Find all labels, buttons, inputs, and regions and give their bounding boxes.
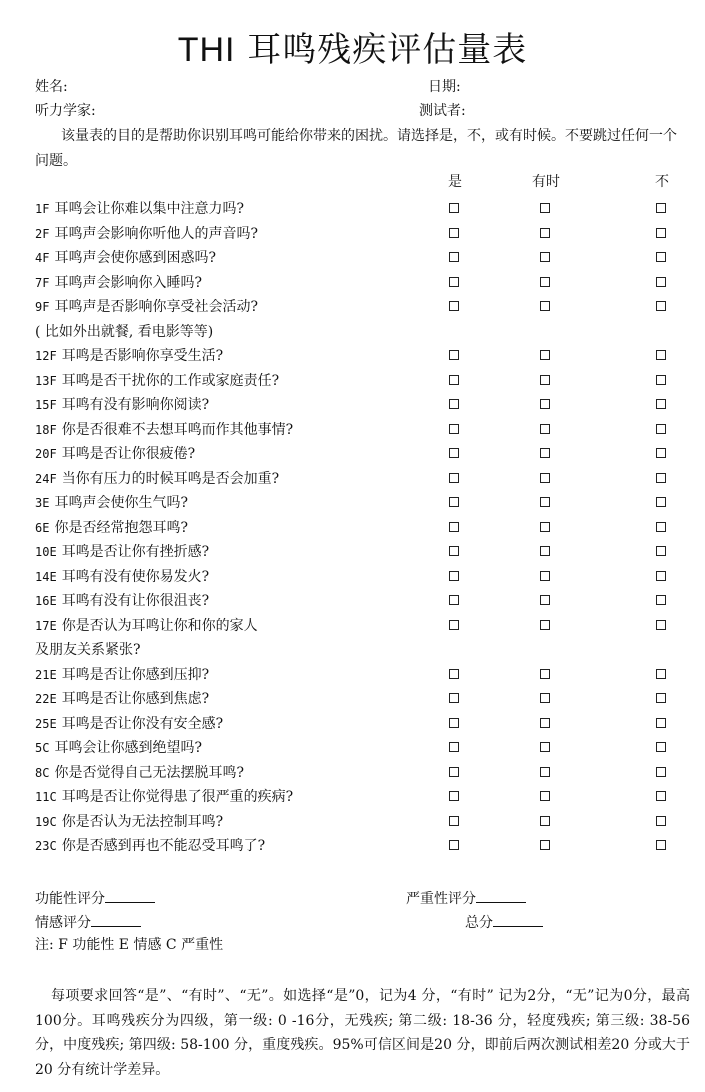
checkbox-no[interactable] bbox=[656, 350, 666, 360]
question-label: 耳鸣声会影响你听他人的声音吗? bbox=[54, 225, 258, 242]
checkbox-sometimes[interactable] bbox=[540, 791, 550, 801]
checkbox-yes[interactable] bbox=[449, 816, 459, 826]
checkbox-sometimes[interactable] bbox=[540, 693, 550, 703]
question-text bbox=[35, 712, 223, 736]
question-row bbox=[35, 589, 675, 613]
checkbox-yes[interactable] bbox=[449, 228, 459, 238]
question-text bbox=[35, 761, 244, 785]
question-label: 耳鸣有没有让你很沮丧? bbox=[61, 593, 210, 609]
checkbox-yes[interactable] bbox=[449, 595, 459, 605]
question-row bbox=[35, 761, 675, 785]
checkbox-yes[interactable] bbox=[449, 497, 459, 507]
checkbox-yes[interactable] bbox=[449, 473, 459, 483]
checkbox-yes[interactable] bbox=[449, 277, 459, 287]
checkbox-yes[interactable] bbox=[449, 840, 459, 850]
question-label: 耳鸣声是否影响你享受社会活动? bbox=[54, 299, 258, 315]
question-text bbox=[35, 687, 209, 711]
checkbox-no[interactable] bbox=[656, 252, 666, 262]
checkbox-no[interactable] bbox=[656, 742, 666, 752]
question-code: 3E bbox=[35, 496, 50, 510]
question-label: 你是否很难不去想耳鸣而作其他事情? bbox=[61, 421, 294, 438]
checkbox-no[interactable] bbox=[656, 767, 666, 777]
functional-score-blank[interactable] bbox=[105, 886, 155, 903]
question-row bbox=[35, 540, 675, 564]
question-code: 4F bbox=[35, 251, 50, 265]
question-code: 12F bbox=[35, 349, 57, 363]
severity-score bbox=[406, 886, 526, 910]
checkbox-yes[interactable] bbox=[449, 350, 459, 360]
checkbox-sometimes[interactable] bbox=[540, 620, 550, 630]
checkbox-no[interactable] bbox=[656, 718, 666, 728]
checkbox-sometimes[interactable] bbox=[540, 228, 550, 238]
checkbox-no[interactable] bbox=[656, 301, 666, 311]
checkbox-no[interactable] bbox=[656, 277, 666, 287]
question-code: 20F bbox=[35, 447, 57, 461]
emotional-score-blank[interactable] bbox=[91, 910, 141, 927]
question-row bbox=[35, 344, 675, 368]
question-code: 1F bbox=[35, 202, 50, 216]
checkbox-sometimes[interactable] bbox=[540, 301, 550, 311]
page-title bbox=[0, 30, 705, 70]
question-label: 耳鸣声会使你感到困惑吗? bbox=[54, 250, 216, 266]
question-code: 19C bbox=[35, 814, 57, 829]
checkbox-sometimes[interactable] bbox=[540, 595, 550, 605]
column-header-yes: 是 bbox=[448, 174, 462, 190]
checkbox-sometimes[interactable] bbox=[540, 571, 550, 581]
checkbox-sometimes[interactable] bbox=[540, 203, 550, 213]
question-continuation: ( 比如外出就餐, 看电影等等) bbox=[35, 323, 214, 340]
checkbox-no[interactable] bbox=[656, 840, 666, 850]
question-code: 14E bbox=[35, 569, 57, 584]
question-row bbox=[35, 369, 675, 393]
question-text bbox=[35, 614, 258, 638]
checkbox-no[interactable] bbox=[656, 399, 666, 409]
checkbox-sometimes[interactable] bbox=[540, 399, 550, 409]
column-header-sometimes: 有时 bbox=[532, 174, 560, 190]
checkbox-no[interactable] bbox=[656, 669, 666, 679]
tester-field: 测试者: bbox=[419, 103, 466, 119]
checkbox-yes[interactable] bbox=[449, 718, 459, 728]
severity-score-label: 严重性评分 bbox=[406, 891, 476, 907]
checkbox-sometimes[interactable] bbox=[540, 497, 550, 507]
checkbox-no[interactable] bbox=[656, 791, 666, 801]
question-row bbox=[35, 222, 675, 246]
checkbox-yes[interactable] bbox=[449, 620, 459, 630]
question-text bbox=[35, 442, 195, 466]
question-row bbox=[35, 271, 675, 295]
question-row bbox=[35, 810, 675, 834]
question-code: 17E bbox=[35, 618, 57, 633]
question-label: 耳鸣是否干扰你的工作或家庭责任? bbox=[61, 372, 280, 389]
total-score-label: 总分 bbox=[465, 915, 493, 931]
question-text bbox=[35, 589, 209, 613]
question-text bbox=[35, 197, 244, 221]
question-label: 当你有压力的时候耳鸣是否会加重? bbox=[61, 470, 280, 487]
question-text bbox=[35, 246, 216, 270]
question-code: 25E bbox=[35, 716, 57, 731]
question-row bbox=[35, 418, 675, 442]
question-text bbox=[35, 663, 209, 687]
checkbox-sometimes[interactable] bbox=[540, 546, 550, 556]
checkbox-yes[interactable] bbox=[449, 203, 459, 213]
checkbox-no[interactable] bbox=[656, 571, 666, 581]
question-text bbox=[35, 810, 223, 834]
checkbox-yes[interactable] bbox=[449, 669, 459, 679]
checkbox-sometimes[interactable] bbox=[540, 522, 550, 532]
question-label: 耳鸣是否让你感到压抑? bbox=[61, 666, 210, 683]
question-label: 耳鸣是否让你有挫折感? bbox=[61, 544, 210, 560]
question-text bbox=[35, 565, 209, 589]
checkbox-sometimes[interactable] bbox=[540, 252, 550, 262]
question-code: 22E bbox=[35, 692, 57, 706]
question-label: 耳鸣是否影响你享受生活? bbox=[61, 348, 224, 364]
audiologist-field: 听力学家: bbox=[35, 103, 96, 119]
question-text bbox=[35, 736, 202, 760]
functional-score-label: 功能性评分 bbox=[35, 891, 105, 907]
checkbox-yes[interactable] bbox=[449, 522, 459, 532]
checkbox-sometimes[interactable] bbox=[540, 473, 550, 483]
checkbox-yes[interactable] bbox=[449, 301, 459, 311]
checkbox-sometimes[interactable] bbox=[540, 448, 550, 458]
checkbox-no[interactable] bbox=[656, 522, 666, 532]
question-row bbox=[35, 687, 675, 711]
question-text bbox=[35, 369, 279, 393]
checkbox-no[interactable] bbox=[656, 620, 666, 630]
functional-score bbox=[35, 886, 155, 910]
question-text bbox=[35, 295, 258, 319]
question-code: 13F bbox=[35, 373, 57, 388]
checkbox-sometimes[interactable] bbox=[540, 767, 550, 777]
checkbox-no[interactable] bbox=[656, 203, 666, 213]
question-row bbox=[35, 442, 675, 466]
question-text bbox=[35, 785, 293, 809]
question-row bbox=[35, 614, 675, 638]
total-score-blank[interactable] bbox=[493, 910, 543, 927]
question-code: 15F bbox=[35, 398, 57, 412]
date-field: 日期: bbox=[428, 79, 461, 95]
question-continuation: 及朋友关系紧张? bbox=[35, 642, 141, 658]
question-label: 耳鸣声会影响你入睡吗? bbox=[54, 274, 202, 291]
checkbox-no[interactable] bbox=[656, 375, 666, 385]
question-label: 耳鸣有没有使你易发火? bbox=[61, 568, 210, 585]
question-row bbox=[35, 565, 675, 589]
question-text bbox=[35, 491, 188, 515]
question-row bbox=[35, 295, 675, 319]
checkbox-yes[interactable] bbox=[449, 448, 459, 458]
checkbox-no[interactable] bbox=[656, 595, 666, 605]
question-text bbox=[35, 393, 209, 417]
intro-paragraph: 该量表的目的是帮助你识别耳鸣可能给你带来的困扰。请选择是，不，或有时候。不要跳过任何一个问题。 bbox=[35, 128, 677, 169]
question-text bbox=[35, 516, 188, 540]
question-label: 耳鸣会让你难以集中注意力吗? bbox=[54, 201, 244, 217]
question-row bbox=[35, 712, 675, 736]
checkbox-no[interactable] bbox=[656, 816, 666, 826]
checkbox-no[interactable] bbox=[656, 473, 666, 483]
title-prefix: THI bbox=[177, 31, 236, 69]
question-text bbox=[35, 834, 265, 858]
checkbox-no[interactable] bbox=[656, 546, 666, 556]
question-row bbox=[35, 197, 675, 221]
emotional-score-label: 情感评分 bbox=[35, 915, 91, 931]
checkbox-yes[interactable] bbox=[449, 424, 459, 434]
question-code: 9F bbox=[35, 300, 50, 314]
question-text bbox=[35, 344, 223, 368]
question-label: 耳鸣是否让你感到焦虑? bbox=[61, 691, 210, 707]
question-label: 你是否经常抱怨耳鸣? bbox=[54, 519, 188, 536]
scoring-explanation: 每项要求回答“是”、“有时”、“无”。如选择“是”0，记为4 分，“有时” 记为2分，“无”记为0分，最高100分。耳鸣残疾分为四级，第一级: 0 -16分，无残疾; 第二级: 18-36 分，轻度残疾; 第三级: 38-56分，中度残疾; 第四级: 58-100 分，重度残疾。95%可信区间是20 分，即前后两次测试相差20 分或大于20 分有统计学差异。 bbox=[35, 988, 690, 1078]
checkbox-yes[interactable] bbox=[449, 791, 459, 801]
checkbox-no[interactable] bbox=[656, 228, 666, 238]
question-label: 耳鸣会让你感到绝望吗? bbox=[54, 740, 202, 756]
question-label: 你是否认为耳鸣让你和你的家人 bbox=[61, 617, 258, 634]
question-code: 8C bbox=[35, 765, 50, 780]
checkbox-sometimes[interactable] bbox=[540, 718, 550, 728]
question-text bbox=[35, 540, 209, 564]
checkbox-sometimes[interactable] bbox=[540, 840, 550, 850]
question-row bbox=[35, 491, 675, 515]
checkbox-yes[interactable] bbox=[449, 546, 459, 556]
question-row bbox=[35, 393, 675, 417]
name-field: 姓名: bbox=[35, 79, 68, 95]
question-code: 18F bbox=[35, 422, 57, 437]
question-text bbox=[35, 222, 258, 246]
checkbox-sometimes[interactable] bbox=[540, 375, 550, 385]
question-row bbox=[35, 785, 675, 809]
checkbox-sometimes[interactable] bbox=[540, 424, 550, 434]
question-code: 24F bbox=[35, 471, 57, 486]
question-text bbox=[35, 467, 279, 491]
checkbox-yes[interactable] bbox=[449, 571, 459, 581]
checkbox-no[interactable] bbox=[656, 497, 666, 507]
checkbox-no[interactable] bbox=[656, 424, 666, 434]
question-code: 23C bbox=[35, 839, 57, 853]
question-row bbox=[35, 663, 675, 687]
checkbox-yes[interactable] bbox=[449, 375, 459, 385]
emotional-score bbox=[35, 910, 141, 934]
checkbox-yes[interactable] bbox=[449, 399, 459, 409]
question-code: 6E bbox=[35, 520, 50, 535]
question-label: 耳鸣是否让你没有安全感? bbox=[61, 715, 224, 732]
checkbox-no[interactable] bbox=[656, 693, 666, 703]
legend-note: 注: F 功能性 E 情感 C 严重性 bbox=[35, 937, 224, 953]
question-label: 耳鸣是否让你觉得患了很严重的疾病? bbox=[61, 789, 294, 805]
question-code: 11C bbox=[35, 790, 57, 804]
question-row bbox=[35, 246, 675, 270]
checkbox-sometimes[interactable] bbox=[540, 669, 550, 679]
question-label: 耳鸣是否让你很疲倦? bbox=[61, 446, 196, 462]
question-code: 5C bbox=[35, 741, 50, 755]
question-text bbox=[35, 418, 293, 442]
checkbox-sometimes[interactable] bbox=[540, 816, 550, 826]
checkbox-yes[interactable] bbox=[449, 742, 459, 752]
checkbox-sometimes[interactable] bbox=[540, 277, 550, 287]
question-code: 21E bbox=[35, 667, 57, 682]
question-row bbox=[35, 736, 675, 760]
question-row bbox=[35, 834, 675, 858]
question-row bbox=[35, 467, 675, 491]
checkbox-yes[interactable] bbox=[449, 693, 459, 703]
question-row bbox=[35, 516, 675, 540]
question-code: 10E bbox=[35, 545, 57, 559]
severity-score-blank[interactable] bbox=[476, 886, 526, 903]
total-score bbox=[465, 910, 543, 934]
title-main: 耳鸣残疾评估量表 bbox=[247, 30, 528, 70]
question-code: 2F bbox=[35, 226, 50, 241]
checkbox-no[interactable] bbox=[656, 448, 666, 458]
question-label: 耳鸣声会使你生气吗? bbox=[54, 495, 188, 511]
question-label: 你是否感到再也不能忍受耳鸣了? bbox=[61, 838, 266, 854]
question-text bbox=[35, 271, 202, 295]
checkbox-yes[interactable] bbox=[449, 252, 459, 262]
question-code: 7F bbox=[35, 275, 50, 290]
question-code: 16E bbox=[35, 594, 57, 608]
column-header-no: 不 bbox=[655, 174, 669, 190]
question-label: 你是否认为无法控制耳鸣? bbox=[61, 813, 224, 830]
checkbox-sometimes[interactable] bbox=[540, 350, 550, 360]
question-label: 耳鸣有没有影响你阅读? bbox=[61, 397, 210, 413]
question-label: 你是否觉得自己无法摆脱耳鸣? bbox=[54, 764, 244, 781]
checkbox-sometimes[interactable] bbox=[540, 742, 550, 752]
checkbox-yes[interactable] bbox=[449, 767, 459, 777]
